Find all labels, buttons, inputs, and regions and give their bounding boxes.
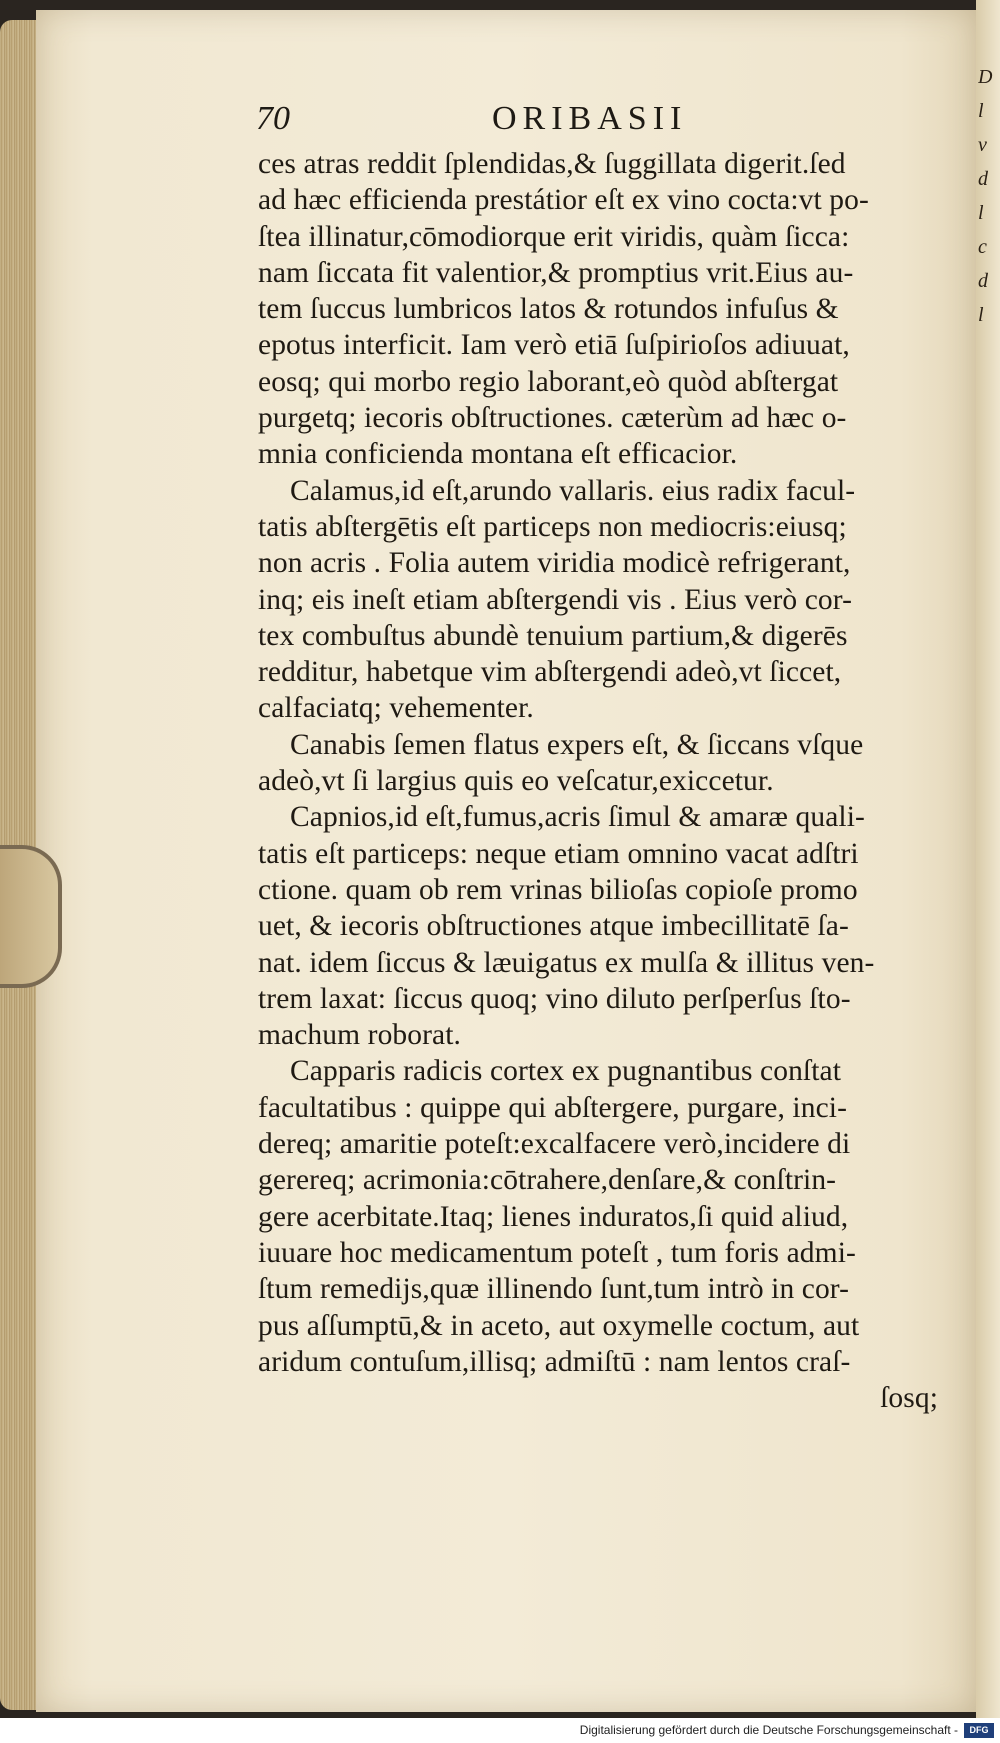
text-line: iuuare hoc medicamentum poteſt , tum foris admi- bbox=[258, 1236, 856, 1269]
page-header bbox=[256, 100, 956, 146]
body-text bbox=[258, 146, 958, 1416]
text-line: eosq; qui morbo regio laborant,eò quòd abſtergat bbox=[258, 365, 839, 398]
text-line: epotus interficit. Iam verò etiā ſuſpirioſos adiuuat, bbox=[258, 329, 850, 362]
text-line: adeò,vt ſi largius quis eo veſcatur,exiccetur. bbox=[258, 765, 774, 798]
text-line: machum roborat. bbox=[258, 1019, 462, 1052]
book-clasp bbox=[0, 845, 62, 988]
running-title: ORIBASII bbox=[492, 100, 688, 137]
text-line: mnia conficienda montana eſt efficacior. bbox=[258, 438, 738, 471]
text-line: aridum contuſum,illisq; admiſtū : nam lentos craſ- bbox=[258, 1345, 851, 1378]
text-line: ſtea illinatur,cōmodiorque erit viridis, quàm ſicca: bbox=[258, 220, 850, 253]
text-line: pus aſſumptū,& in aceto, aut oxymelle coctum, aut bbox=[258, 1309, 860, 1342]
page-number: 70 bbox=[256, 100, 290, 137]
digitization-footer bbox=[0, 1718, 1000, 1743]
text-line: ces atras reddit ſplendidas,& ſuggillata digerit.ſed bbox=[258, 148, 846, 180]
text-line: purgetq; iecoris obſtructiones. cæterùm ad hæc o- bbox=[258, 402, 847, 435]
text-line: gere acerbitate.Itaq; lienes induratos,ſi quid aliud, bbox=[258, 1200, 849, 1233]
text-line: ad hæc efficienda prestátior eſt ex vino cocta:vt po- bbox=[258, 184, 869, 217]
text-line: dereq; amaritie poteſt:excalfacere verò,incidere di bbox=[258, 1128, 851, 1161]
text-line: Calamus,id eſt,arundo vallaris. eius radix facul- bbox=[290, 474, 856, 507]
text-line: inq; eis ineſt etiam abſtergendi vis . Eius verò cor- bbox=[258, 583, 853, 616]
text-line: Canabis ſemen flatus expers eſt, & ſiccans vſque bbox=[290, 728, 864, 761]
text-line: nam ſiccata fit valentior,& promptius vrit.Eius au- bbox=[258, 256, 854, 289]
text-line: tatis abſtergētis eſt particeps non mediocris:eiusq; bbox=[258, 510, 847, 543]
text-line: tem ſuccus lumbricos latos & rotundos infuſus & bbox=[258, 293, 839, 326]
dfg-logo: DFG bbox=[964, 1723, 994, 1738]
facing-page-fragment: D l v d l c d l bbox=[978, 66, 993, 326]
text-line: trem laxat: ſiccus quoq; vino diluto perſperſus ſto- bbox=[258, 982, 851, 1015]
text-line: tatis eſt particeps: neque etiam omnino vacat adſtri bbox=[258, 837, 859, 870]
text-line: uet, & iecoris obſtructiones atque imbecillitatē ſa- bbox=[258, 910, 849, 943]
text-line: nat. idem ſiccus & læuigatus ex mulſa & illitus ven- bbox=[258, 946, 875, 979]
footer-credit: Digitalisierung gefördert durch die Deutsche Forschungsgemeinschaft - bbox=[579, 1723, 958, 1737]
text-line: ctione. quam ob rem vrinas bilioſas copioſe promo bbox=[258, 873, 858, 906]
text-line: gerereq; acrimonia:cōtrahere,denſare,& conſtrin- bbox=[258, 1164, 837, 1197]
text-line: redditur, habetque vim abſtergendi adeò,vt ſiccet, bbox=[258, 656, 842, 689]
text-line: calfaciatq; vehementer. bbox=[258, 692, 534, 725]
catchword: ſosq; bbox=[880, 1382, 938, 1415]
text-line: ſtum remedijs,quæ illinendo ſunt,tum intrò in cor- bbox=[258, 1273, 850, 1306]
text-line: facultatibus : quippe qui abſtergere, purgare, inci- bbox=[258, 1091, 847, 1124]
text-line: non acris . Folia autem viridia modicè refrigerant, bbox=[258, 547, 851, 580]
text-line: Capnios,id eſt,fumus,acris ſimul & amaræ quali- bbox=[290, 801, 865, 834]
text-line: Capparis radicis cortex ex pugnantibus conſtat bbox=[290, 1055, 842, 1088]
text-line: tex combuſtus abundè tenuium partium,& digerēs bbox=[258, 619, 848, 652]
